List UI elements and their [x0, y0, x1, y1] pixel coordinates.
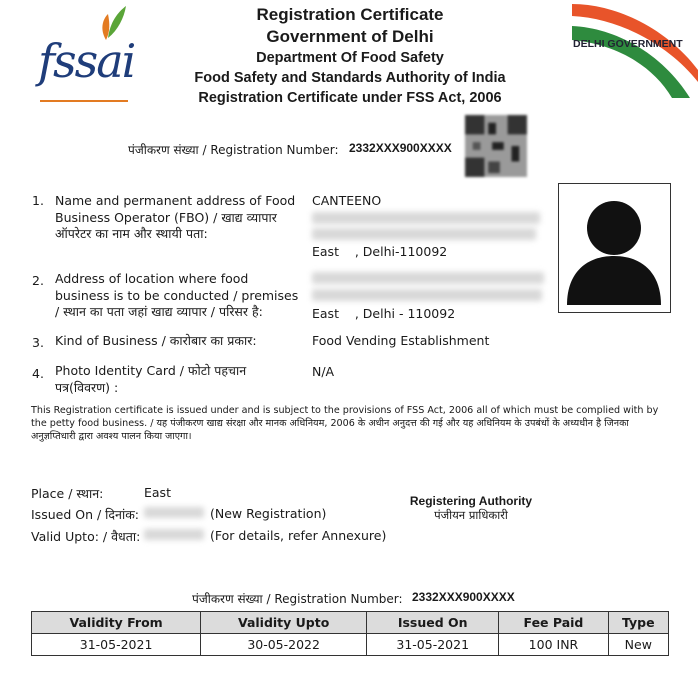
header-validity-from: Validity From: [32, 612, 201, 634]
header-fee-paid: Fee Paid: [499, 612, 608, 634]
registration-number-label-bottom: पंजीकरण संख्या / Registration Number:: [192, 592, 403, 606]
act-line: Registration Certificate under FSS Act, 2006: [198, 90, 502, 106]
registration-number: 2332XXX900XXXX: [349, 141, 452, 155]
issued-note: (New Registration): [210, 506, 327, 521]
item-3-label: Kind of Business / कारोबार का प्रकार:: [55, 333, 257, 348]
cell-issued-on: 31-05-2021: [367, 634, 499, 656]
delhi-government-logo: [568, 0, 700, 100]
certificate-header: [150, 4, 550, 108]
certificate-title: Registration Certificate: [256, 5, 444, 24]
cell-validity-upto: 30-05-2022: [201, 634, 367, 656]
item-3-value: Food Vending Establishment: [312, 333, 490, 348]
item-1-number: 1.: [32, 193, 44, 208]
place-label: Place / स्थान:: [31, 486, 104, 501]
fbo-photo: [558, 183, 671, 313]
fssai-wordmark: fssai: [38, 34, 135, 88]
legal-note: This Registration certificate is issued under and is subject to the provisions of FSS Act, 2006 all of which must be complied with by the petty food business. / यह पंजीकरण खाद्य संरक्षा और मानक अधिनियम, 2006 के अधीन अनुदत्त की गई और यह अधिनियम के उपबंधों के अध्यधीन है जिनका अनुज्ञप्तिधारी द्वारा अवश्य पालन किया जाएगा।: [31, 405, 659, 442]
table-header-row: [32, 612, 669, 634]
item-1-name: CANTEENO: [312, 193, 382, 208]
fssai-underline: [40, 100, 128, 102]
header-issued-on: Issued On: [367, 612, 499, 634]
item-2-label: Address of location where food business is to be conducted / premises / स्थान का पता जहां खाद्य व्यापार / परिसर है:: [55, 271, 299, 319]
redacted-address-line: [312, 272, 544, 284]
authority-name: Food Safety and Standards Authority of India: [194, 70, 506, 86]
place-value: East: [144, 485, 171, 500]
registering-authority: [380, 494, 562, 523]
fssai-logo: [38, 4, 135, 102]
cell-type: New: [608, 634, 668, 656]
department-name: Department Of Food Safety: [256, 50, 444, 66]
government-name: Government of Delhi: [266, 27, 434, 46]
authority-english: Registering Authority: [409, 494, 533, 508]
redacted-address-line: [312, 212, 540, 224]
issued-on-label: Issued On / दिनांक:: [31, 507, 140, 522]
registration-number-bottom: 2332XXX900XXXX: [412, 590, 515, 604]
delhi-government-text: DELHI GOVERNMENT: [573, 38, 683, 50]
person-silhouette-icon: [559, 184, 670, 312]
table-row: [32, 634, 669, 656]
item-2-number: 2.: [32, 273, 44, 288]
item-4-number: 4.: [32, 366, 44, 381]
redacted-issued-date: [144, 507, 204, 518]
item-4-label: Photo Identity Card / फोटो पहचान पत्र(विवरण) :: [55, 363, 247, 395]
valid-upto-label: Valid Upto: / वैधता:: [31, 529, 141, 544]
qr-code: [464, 115, 528, 177]
header-type: Type: [608, 612, 668, 634]
validity-table: [31, 611, 669, 656]
item-4-value: N/A: [312, 364, 335, 379]
item-1-address: East , Delhi-110092: [312, 244, 448, 259]
registration-number-label: पंजीकरण संख्या / Registration Number:: [128, 143, 339, 157]
item-1-label: Name and permanent address of Food Business Operator (FBO) / खाद्य व्यापार ऑपरेटर का नाम और स्थायी पता:: [55, 193, 296, 241]
redacted-address-line: [312, 228, 536, 240]
item-2-address: East , Delhi - 110092: [312, 306, 456, 321]
valid-note: (For details, refer Annexure): [210, 528, 387, 543]
cell-fee-paid: 100 INR: [499, 634, 608, 656]
authority-hindi: पंजीयन प्राधिकारी: [434, 508, 508, 522]
header-validity-upto: Validity Upto: [201, 612, 367, 634]
cell-validity-from: 31-05-2021: [32, 634, 201, 656]
redacted-address-line: [312, 289, 542, 301]
redacted-valid-date: [144, 529, 204, 540]
item-3-number: 3.: [32, 335, 44, 350]
